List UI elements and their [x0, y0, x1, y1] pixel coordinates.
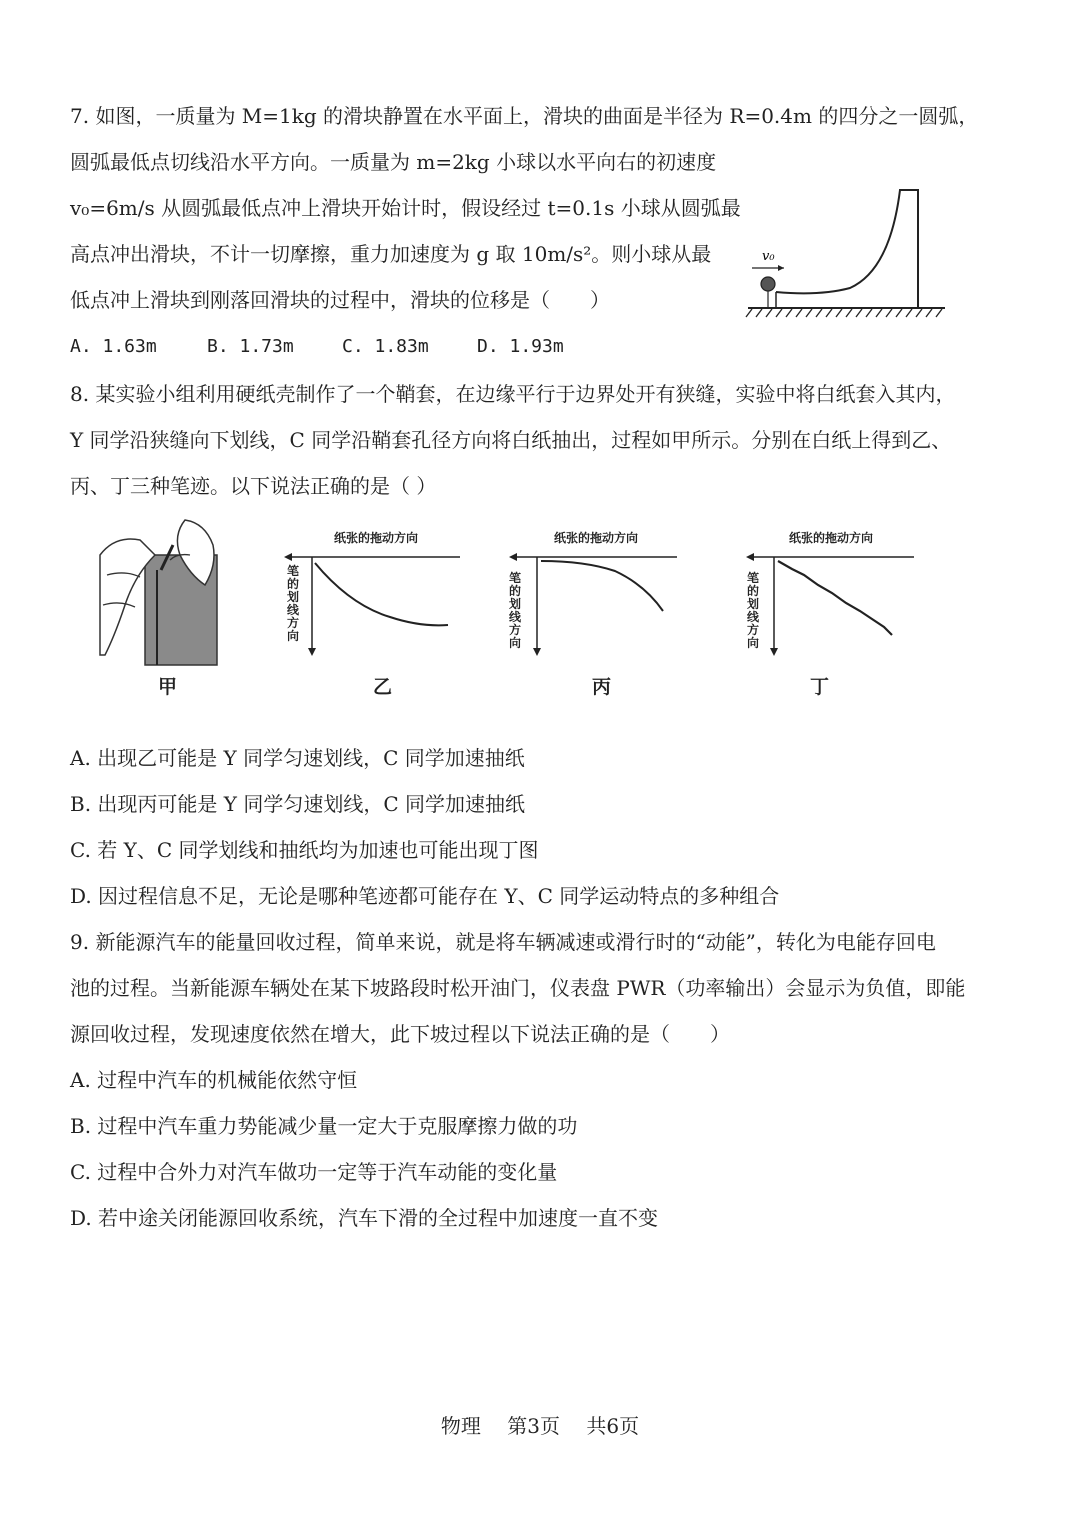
- q9-line-1: 9. 新能源汽车的能量回收过程，简单来说，就是将车辆减速或滑行时的“动能”，转化为电能存回电: [70, 930, 936, 954]
- q7-line-1: 7. 如图，一质量为 M=1kg 的滑块静置在水平面上，滑块的曲面是半径为 R=0.4m 的四分之一圆弧，: [70, 104, 979, 128]
- q9-line-2: 池的过程。当新能源车辆处在某下坡路段时松开油门，仪表盘 PWR（功率输出）会显示为负值，即能: [70, 976, 966, 1000]
- q7-option-b: B. 1.73m: [207, 336, 294, 357]
- q8-option-c: C. 若 Y、C 同学划线和抽纸均为加速也可能出现丁图: [70, 838, 539, 862]
- v0-label: v₀: [762, 249, 775, 264]
- panel-ding-plot: [742, 545, 922, 660]
- panel-bing-side-label: 笔的划线方向: [508, 571, 521, 650]
- q7-line-4: 高点冲出滑块，不计一切摩擦，重力加速度为 g 取 10m/s²。则小球从最: [70, 242, 712, 266]
- panel-bing-header: 纸张的拖动方向: [554, 531, 639, 545]
- slider-figure: [740, 180, 950, 325]
- panel-ding-side-label: 笔的划线方向: [746, 571, 759, 650]
- caption-jia: 甲: [158, 676, 178, 698]
- q8-line-2: Y 同学沿狭缝向下划线，C 同学沿鞘套孔径方向将白纸抽出，过程如甲所示。分别在白纸上得到乙、: [70, 428, 952, 452]
- q7-option-d: D. 1.93m: [477, 336, 564, 357]
- q9-option-b: B. 过程中汽车重力势能减少量一定大于克服摩擦力做的功: [70, 1114, 578, 1138]
- caption-yi: 乙: [373, 676, 393, 698]
- panel-yi-plot: [280, 545, 465, 660]
- panel-yi-header: 纸张的拖动方向: [334, 531, 419, 545]
- footer-page: 第3页: [507, 1414, 560, 1438]
- panel-bing-plot: [505, 545, 685, 660]
- q9-line-3: 源回收过程，发现速度依然在增大，此下坡过程以下说法正确的是（ ）: [70, 1022, 730, 1046]
- q8-option-a: A. 出现乙可能是 Y 同学匀速划线，C 同学加速抽纸: [70, 746, 525, 770]
- caption-ding: 丁: [810, 676, 830, 698]
- q7-line-2: 圆弧最低点切线沿水平方向。一质量为 m=2kg 小球以水平向右的初速度: [70, 150, 717, 174]
- page-footer: [0, 1410, 1080, 1439]
- q7-option-a: A. 1.63m: [70, 336, 157, 357]
- q9-option-c: C. 过程中合外力对汽车做功一定等于汽车动能的变化量: [70, 1160, 558, 1184]
- panel-jia-figure: [95, 515, 220, 670]
- q7-line-5: 低点冲上滑块到刚落回滑块的过程中，滑块的位移是（ ）: [70, 288, 610, 312]
- q8-option-d: D. 因过程信息不足，无论是哪种笔迹都可能存在 Y、C 同学运动特点的多种组合: [70, 884, 780, 908]
- q7-option-c: C. 1.83m: [342, 336, 429, 357]
- panel-yi-side-label: 笔的划线方向: [286, 564, 299, 643]
- q8-line-3: 丙、丁三种笔迹。以下说法正确的是（ ）: [70, 474, 437, 498]
- caption-bing: 丙: [592, 676, 612, 698]
- q8-option-b: B. 出现丙可能是 Y 同学匀速划线，C 同学加速抽纸: [70, 792, 525, 816]
- q9-option-d: D. 若中途关闭能源回收系统，汽车下滑的全过程中加速度一直不变: [70, 1206, 659, 1230]
- q8-line-1: 8. 某实验小组利用硬纸壳制作了一个鞘套，在边缘平行于边界处开有狭缝，实验中将白纸套入其内，: [70, 382, 956, 406]
- q7-line-3: v₀=6m/s 从圆弧最低点冲上滑块开始计时，假设经过 t=0.1s 小球从圆弧最: [70, 196, 741, 220]
- footer-total: 共6页: [586, 1414, 640, 1438]
- q9-option-a: A. 过程中汽车的机械能依然守恒: [70, 1068, 358, 1092]
- panel-ding-header: 纸张的拖动方向: [789, 531, 874, 545]
- footer-subject: 物理: [440, 1414, 481, 1438]
